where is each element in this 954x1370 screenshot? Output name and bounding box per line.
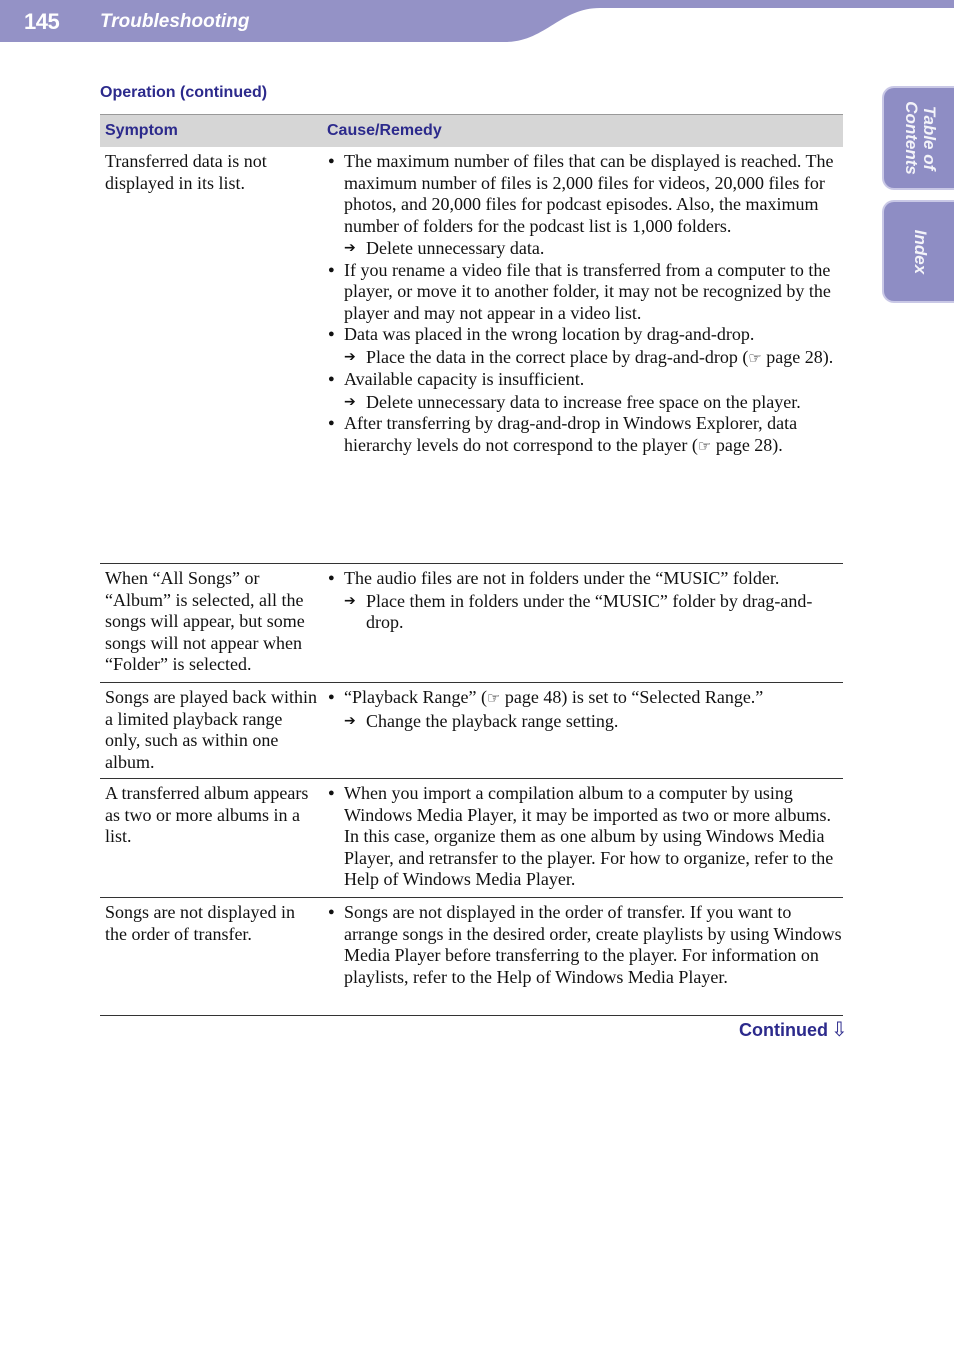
- cause-item: [327, 260, 843, 325]
- table-of-contents-tab[interactable]: [882, 86, 954, 190]
- column-header-symptom: Symptom: [105, 122, 178, 139]
- index-tab[interactable]: [882, 200, 954, 303]
- symptom-cell: When “All Songs” or “Album” is selected, all the songs will appear, but some songs will not appear when “Folder” is selected.: [105, 568, 305, 674]
- item-text: When you import a compilation album to a computer by using Windows Media Player, it may be imported as two or more albums. In this case, organize them as one album by using Windows Media Player, and retransfer to the player. For how to organize, refer to the Help of Windows Media Player.: [344, 783, 834, 889]
- page-number: 145: [24, 9, 60, 34]
- item-text-after: page 28).: [711, 434, 783, 455]
- cause-item: [327, 413, 843, 457]
- cause-item: [327, 369, 843, 391]
- remedy-item: [327, 238, 843, 260]
- cause-cell: [321, 779, 843, 897]
- item-text: Songs are not displayed in the order of transfer. If you want to arrange songs in the desired order, create playlists by using Windows Media Player before transferring to the player. For information on playlists, refer to the Help of Windows Media Player.: [344, 902, 842, 987]
- remedy-item: [327, 711, 843, 733]
- continued-label: Continued: [739, 1020, 828, 1040]
- item-text: After transferring by drag-and-drop in Windows Explorer, data hierarchy levels do not correspond to the player (: [344, 413, 798, 455]
- item-text: The maximum number of files that can be displayed is reached. The maximum number of files is 2,000 files for videos, 20,000 files for photos, and 20,000 files for podcast episodes. Also, the maximum number of folders for the podcast list is 1,000 folders.: [344, 151, 834, 236]
- item-text: Place them in folders under the “MUSIC” folder by drag-and-drop.: [366, 590, 813, 632]
- symptom-cell: A transferred album appears as two or more albums in a list.: [105, 783, 309, 846]
- table-header: [100, 114, 843, 147]
- item-text: Delete unnecessary data to increase free space on the player.: [366, 391, 801, 412]
- table-body: [100, 147, 843, 1016]
- remedy-item: [327, 591, 843, 634]
- page-reference-icon: ☞: [748, 348, 762, 367]
- cause-item: [327, 902, 843, 988]
- toc-tab-label: Table of Contents: [902, 101, 939, 175]
- table-row: [100, 898, 843, 1016]
- cause-item: [327, 151, 843, 237]
- item-text-after: page 48) is set to “Selected Range.”: [500, 687, 764, 707]
- page-reference-icon: ☞: [486, 689, 501, 707]
- item-text: “Playback Range” (: [344, 687, 487, 707]
- cause-item: [327, 568, 843, 590]
- remedy-item: [327, 392, 843, 414]
- page-header: [0, 0, 954, 42]
- table-row: [100, 564, 843, 683]
- item-text: Data was placed in the wrong location by drag-and-drop.: [344, 324, 755, 344]
- item-text: If you rename a video file that is transferred from a computer to the player, or move it to another folder, it may not be recognized by the player and may not appear in a video list.: [344, 259, 831, 323]
- remedy-item: [327, 347, 843, 370]
- column-header-cause: Cause/Remedy: [327, 122, 442, 139]
- table-row: [100, 147, 843, 564]
- section-title: Troubleshooting: [100, 11, 250, 32]
- cause-item: [327, 687, 843, 710]
- item-text-after: page 28).: [761, 346, 834, 367]
- cause-item: [327, 783, 843, 891]
- cause-cell: [321, 564, 843, 682]
- troubleshooting-table: [100, 114, 843, 1016]
- down-arrow-icon: ⇩: [830, 1017, 848, 1041]
- symptom-cell: Transferred data is not displayed in its list.: [105, 151, 267, 193]
- item-text: Available capacity is insufficient.: [344, 369, 585, 389]
- item-text: The audio files are not in folders under the “MUSIC” folder.: [344, 568, 780, 588]
- cause-item: [327, 324, 843, 346]
- item-text: Delete unnecessary data.: [366, 238, 545, 258]
- item-text: Change the playback range setting.: [366, 710, 619, 731]
- continued-link[interactable]: [739, 1017, 848, 1041]
- symptom-cell: Songs are not displayed in the order of transfer.: [105, 902, 295, 944]
- index-tab-label: Index: [911, 229, 930, 274]
- page-reference-icon: ☞: [697, 436, 712, 455]
- symptom-cell: Songs are played back within a limited playback range only, such as within one album.: [105, 687, 317, 772]
- cause-cell: [321, 898, 843, 1015]
- subsection-heading: Operation (continued): [100, 84, 268, 101]
- cause-cell: [321, 147, 843, 563]
- item-text: Place the data in the correct place by drag-and-drop (: [366, 346, 749, 367]
- cause-cell: [321, 683, 843, 778]
- table-row: [100, 779, 843, 898]
- table-row: [100, 683, 843, 779]
